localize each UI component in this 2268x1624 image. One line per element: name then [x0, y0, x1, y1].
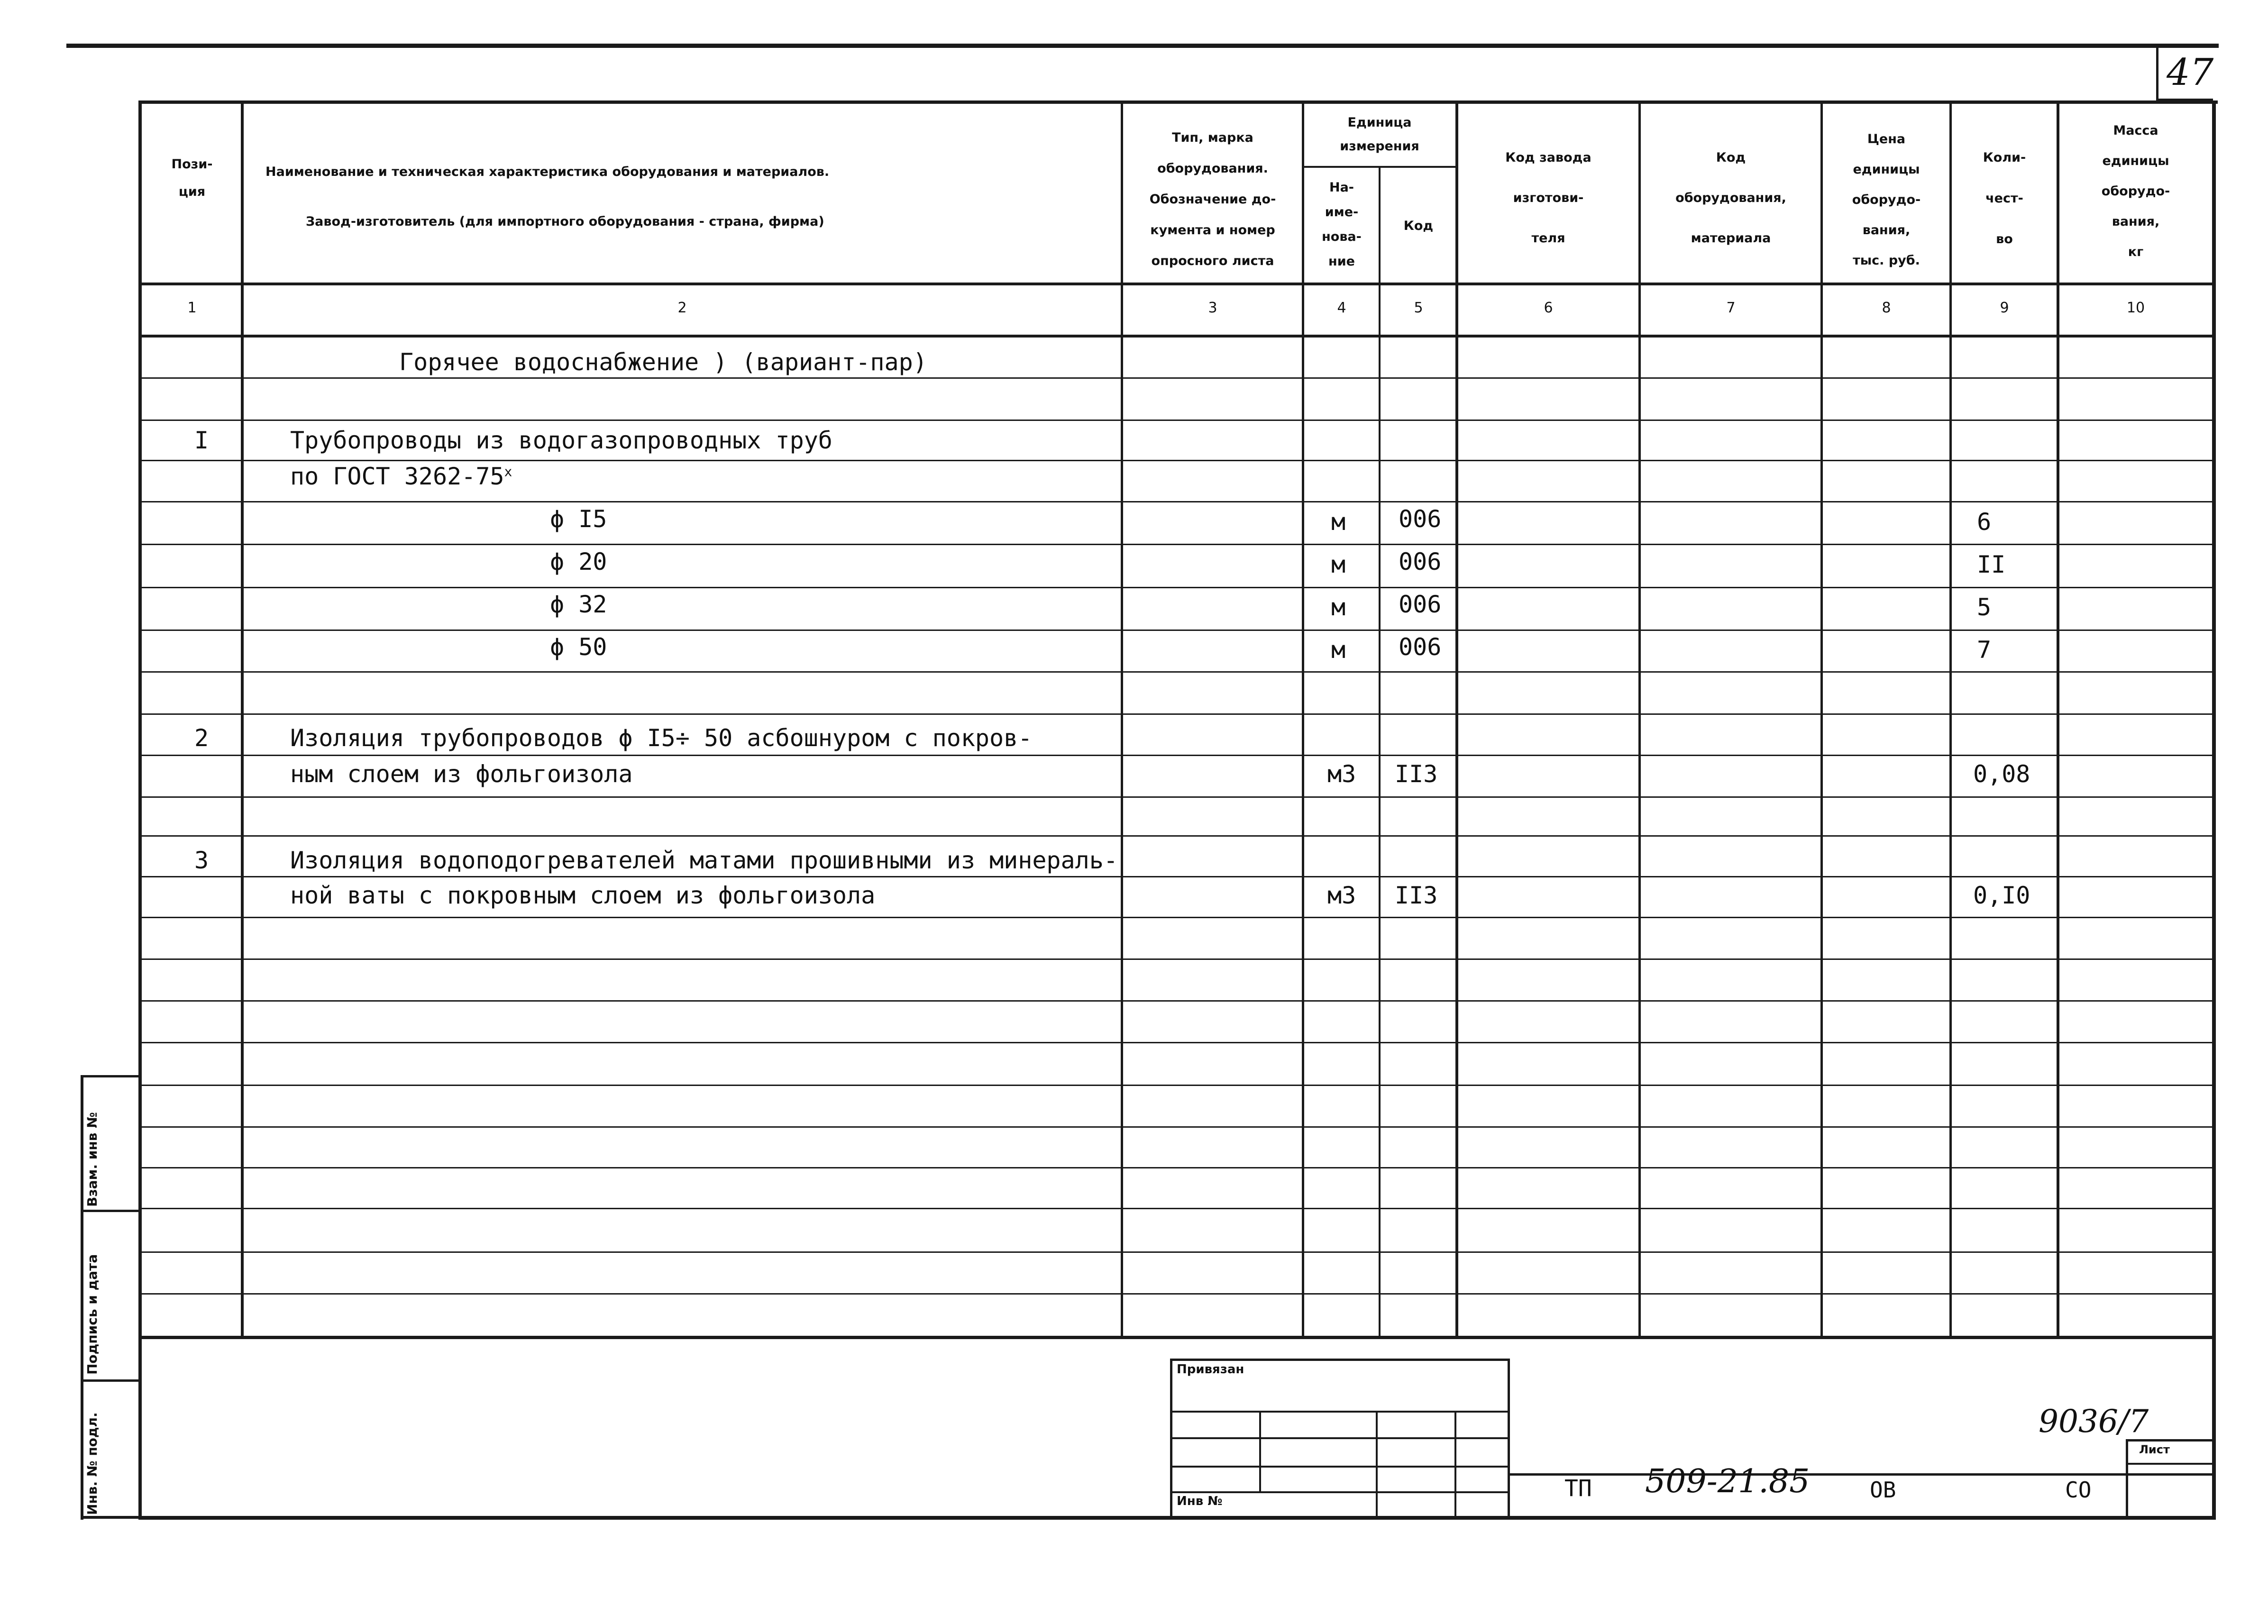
pipe-unit: м	[1331, 551, 1346, 578]
col-number: 3	[1208, 300, 1217, 316]
header-quantity: Коли- чест- во	[1983, 150, 2026, 246]
col-number: 6	[1544, 300, 1553, 316]
header-name: Наименование и техническая характеристика оборудования и материалов. Завод-изготовитель (для импортного оборудования - страна, фирма)	[265, 164, 830, 229]
pipe-name: ϕ 50	[550, 633, 607, 661]
stamp-inv-podl: Инв. № подл.	[84, 1412, 100, 1515]
col-number: 10	[2126, 300, 2145, 316]
pipe-qty: 5	[1977, 593, 1992, 621]
col-number: 4	[1337, 300, 1346, 316]
header-position: Пози- ция	[171, 157, 213, 199]
item3-qty: 0,I0	[1973, 882, 2030, 909]
pipe-qty: 7	[1977, 636, 1992, 664]
mark-co: СО	[2065, 1477, 2092, 1503]
section-title: Горячее водоснабжение ) (вариант-пар)	[399, 348, 927, 376]
mark-ov: ОВ	[1870, 1477, 1896, 1503]
item2-code: II3	[1395, 760, 1438, 788]
item2-unit: м3	[1327, 760, 1356, 788]
item2-name-line1: Изоляция трубопроводов ϕ I5÷ 50 асбошнуром с покров-	[290, 724, 1033, 752]
pipe-name: ϕ 32	[550, 591, 607, 618]
header-price: Цена единицы оборудо- вания, тыс. руб.	[1852, 132, 1921, 268]
item2-qty: 0,08	[1973, 760, 2030, 788]
col-number: 2	[677, 300, 687, 316]
item3-code: II3	[1395, 882, 1438, 909]
col-number: 7	[1726, 300, 1736, 316]
col-number: 9	[2000, 300, 2009, 316]
item2-name-line2: ным слоем из фольгоизола	[290, 760, 633, 788]
col-number: 5	[1414, 300, 1423, 316]
pipe-unit: м	[1331, 593, 1346, 621]
header-unit-name: На- име- нова- ние	[1322, 180, 1362, 269]
col-number: 8	[1882, 300, 1891, 316]
pipe-qty: II	[1977, 551, 2006, 578]
col-number: 1	[187, 300, 197, 316]
stamp-privyazan: Привязан	[1177, 1362, 1244, 1377]
pipe-code: 006	[1399, 505, 1442, 533]
stamp-vzam: Взам. инв №	[84, 1112, 100, 1207]
item1-name-line1: Трубопроводы из водогазопроводных труб	[290, 427, 832, 454]
item2-position: 2	[194, 724, 209, 752]
header-factory-code: Код завода изготови- теля	[1505, 150, 1591, 246]
header-mass: Масса единицы оборудо- вания, кг	[2101, 123, 2170, 259]
item3-unit: м3	[1327, 882, 1356, 909]
item1-position: I	[194, 427, 209, 454]
pipe-name: ϕ I5	[550, 505, 607, 533]
header-unit-code: Код	[1403, 219, 1434, 233]
stamp-podpis: Подпись и дата	[84, 1254, 100, 1375]
designation-number: 509-21.85	[1645, 1463, 1810, 1500]
pipe-qty: 6	[1977, 508, 1992, 536]
pipe-code: 006	[1399, 591, 1442, 618]
pipe-code: 006	[1399, 633, 1442, 661]
header-type: Тип, марка оборудования. Обозначение до- кумента и номер опросного листа	[1149, 130, 1276, 268]
sheet-mark: 47	[2167, 51, 2214, 94]
header-unit-group: Единица измерения	[1340, 115, 1419, 154]
pipe-unit: м	[1331, 636, 1346, 664]
item3-position: 3	[194, 847, 209, 874]
pipe-code: 006	[1399, 548, 1442, 575]
designation-prefix: ТП	[1564, 1475, 1592, 1502]
item3-name-line2: ной ваты с покровным слоем из фольгоизола	[290, 882, 876, 909]
item1-name-line2: по ГОСТ 3262-75$^x$	[290, 463, 512, 490]
pipe-unit: м	[1331, 508, 1346, 536]
item3-name-line1: Изоляция водоподогревателей матами прошивными из минераль-	[290, 847, 1118, 874]
stamp-inv-no: Инв №	[1177, 1494, 1223, 1508]
list-label: Лист	[2139, 1443, 2170, 1456]
pipe-name: ϕ 20	[550, 548, 607, 575]
doc-number: 9036/7	[2039, 1403, 2149, 1440]
header-equipment-code: Код оборудования, материала	[1675, 150, 1786, 246]
